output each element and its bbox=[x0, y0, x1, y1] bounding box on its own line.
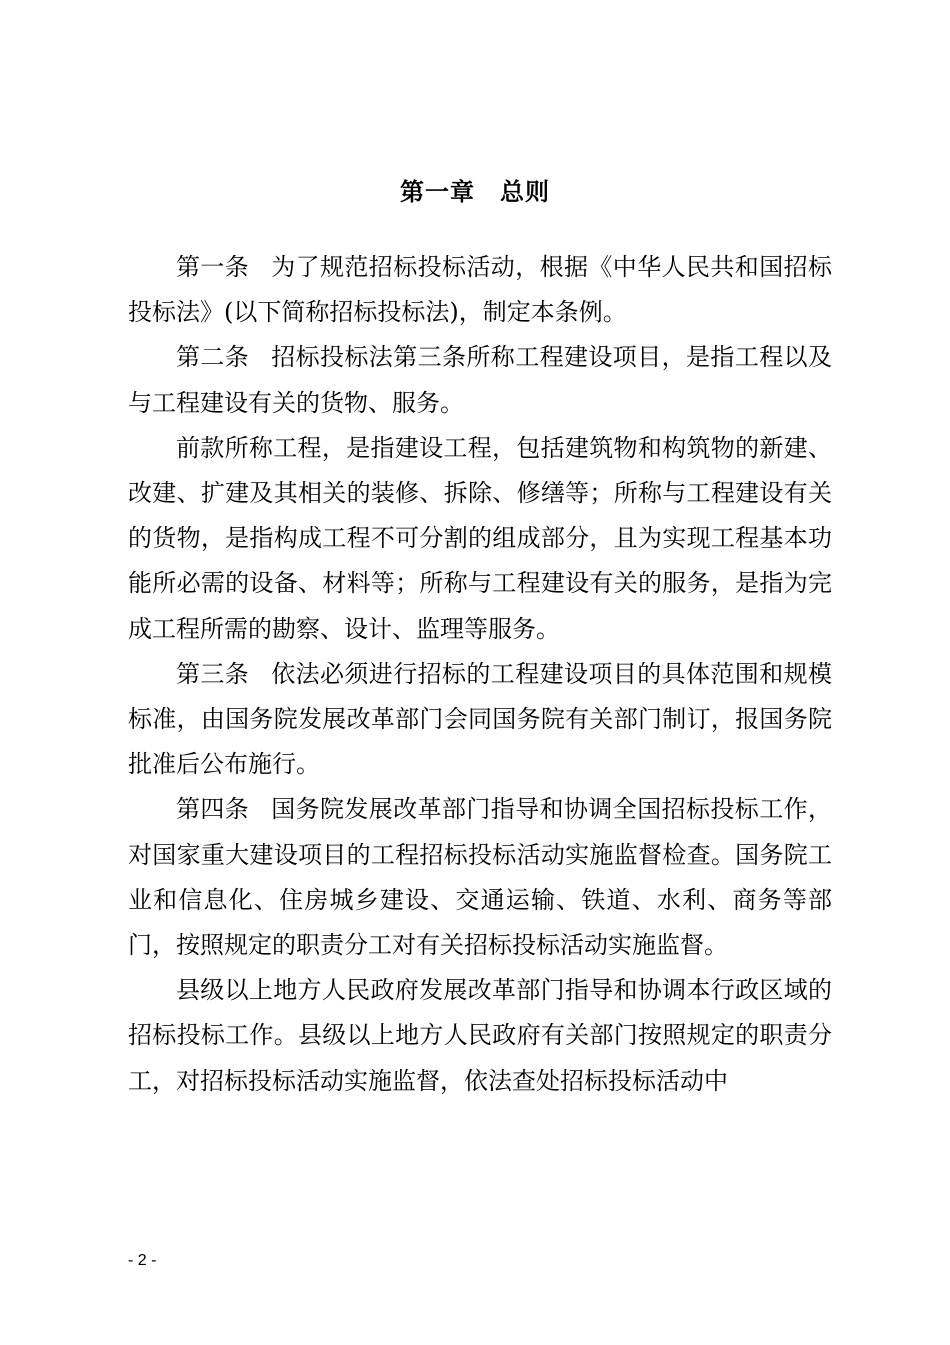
article-number: 第一条 bbox=[176, 253, 250, 281]
article-number: 第三条 bbox=[176, 659, 250, 688]
article-paragraph bbox=[128, 426, 832, 652]
article-text: 前款所称工程，是指建设工程，包括建筑物和构筑物的新建、改建、扩建及其相关的装修、拆除、修缮等；所称与工程建设有关的货物，是指构成工程不可分割的组成部分，且为实现工程基本功能所必需的设备、材料等；所称与工程建设有关的服务，是指为完成工程所需的勘察、设计、监理等服务。 bbox=[128, 433, 832, 643]
article-number: 第二条 bbox=[176, 343, 250, 372]
article-text: 招标投标法第三条所称工程建设项目，是指工程以及与工程建设有关的货物、服务。 bbox=[128, 343, 833, 417]
chapter-title: 第一章 总则 bbox=[400, 177, 550, 206]
article-text: 为了规范招标投标活动，根据《中华人民共和国招标投标法》(以下简称招标投标法)，制定本条例。 bbox=[128, 253, 833, 327]
article-paragraph bbox=[128, 652, 832, 788]
body-text bbox=[128, 245, 832, 1104]
article-paragraph bbox=[128, 968, 832, 1104]
article-text: 国务院发展改革部门指导和协调全国招标投标工作，对国家重大建设项目的工程招标投标活动实施监督检查。国务院工业和信息化、住房城乡建设、交通运输、铁道、水利、商务等部门，按照规定的职责分工对有关招标投标活动实施监督。 bbox=[128, 795, 833, 960]
article-text: 县级以上地方人民政府发展改革部门指导和协调本行政区域的招标投标工作。县级以上地方人民政府有关部门按照规定的职责分工，对招标投标活动实施监督，依法查处招标投标活动中 bbox=[128, 976, 832, 1095]
article-paragraph bbox=[128, 787, 832, 968]
article-text: 依法必须进行招标的工程建设项目的具体范围和规模标准，由国务院发展改革部门会同国务院有关部门制订，报国务院批准后公布施行。 bbox=[128, 659, 833, 779]
article-paragraph bbox=[128, 335, 832, 425]
article-paragraph bbox=[128, 245, 832, 335]
page-number: - 2 - bbox=[128, 1252, 157, 1269]
article-number: 第四条 bbox=[176, 795, 250, 824]
